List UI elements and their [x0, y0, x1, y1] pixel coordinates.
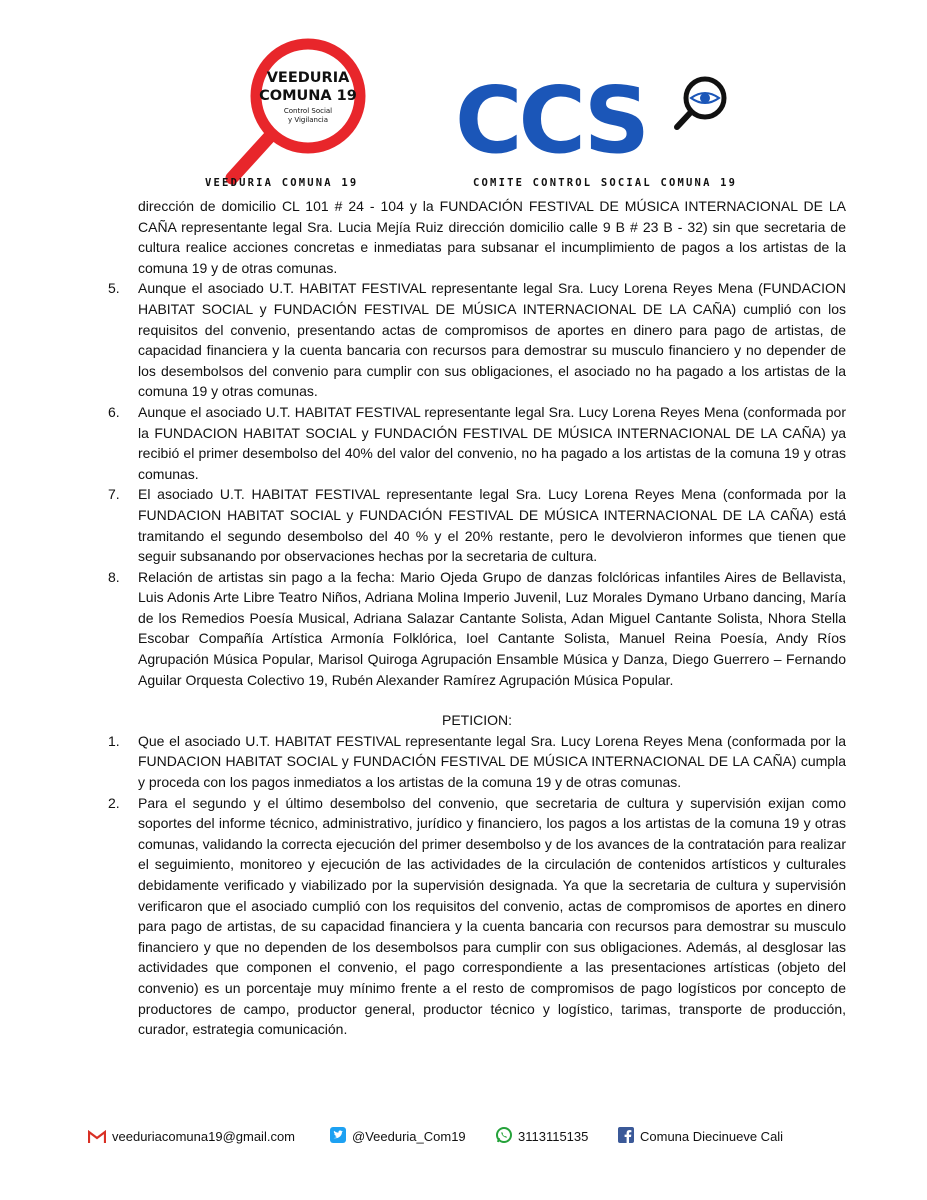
peticion-title: PETICION:	[441, 712, 512, 729]
footer-whatsapp	[496, 1124, 588, 1146]
email-text[interactable]: veeduriacomuna19@gmail.com	[112, 1129, 296, 1144]
item-number: 6.	[108, 403, 120, 420]
item-number: 5.	[108, 280, 120, 297]
item-text: Que el asociado U.T. HABITAT FESTIVAL representante legal Sra. Lucy Lorena Reyes Mena (conformada por la FUNDACION HABITAT SOCIAL y FUNDACIÓN FESTIVAL DE MÚSICA INTERNACIONAL DE LA CAÑA) cumpla y proceda con los pagos inmediatos a los artistas de la comuna 19 y de otras comunas.	[138, 732, 846, 791]
logo-line1: VEEDURIA	[266, 70, 350, 86]
item-text: Aunque el asociado U.T. HABITAT FESTIVAL representante legal Sra. Lucy Lorena Reyes Mena (FUNDACION HABITAT SOCIAL y FUNDACIÓN FESTIVAL DE MÚSICA INTERNACIONAL DE LA CAÑA) cumplió con los requisitos del convenio, presentando actas de compromisos de aportes en dinero para pago de artistas, de capacidad financiera y la cuenta bancaria con recursos para demostrar su musculo financiero y no depender de los desembolsos del convenio para cumplir con sus obligaciones, el asociado no ha pagado a los artistas de la comuna 19 y otras comunas.	[138, 280, 846, 400]
facebook-text[interactable]: Comuna Diecinueve Cali	[640, 1129, 784, 1144]
contact-footer	[88, 1128, 848, 1150]
magnifier-eye-icon	[677, 79, 724, 127]
item-text: Aunque el asociado U.T. HABITAT FESTIVAL representante legal Sra. Lucy Lorena Reyes Mena (conformada por la FUNDACION HABITAT SOCIAL y FUNDACIÓN FESTIVAL DE MÚSICA INTERNACIONAL DE LA CAÑA) ya recibió el primer desembolso del 40% del valor del convenio, no ha pagado a los artistas de la comuna 19 y otras comunas.	[138, 403, 846, 482]
item-text: El asociado U.T. HABITAT FESTIVAL representante legal Sra. Lucy Lorena Reyes Mena (conformada por la FUNDACION HABITAT SOCIAL y FUNDACIÓN FESTIVAL DE MÚSICA INTERNACIONAL DE LA CAÑA) está tramitando el segundo desembolso del 40 % y el 20% restante, pero le devolvieron informes que tienen que seguir subsanando por observaciones hechas por la secretaria de cultura.	[138, 486, 846, 565]
logo-line3: Control Social	[283, 107, 333, 115]
list-item	[108, 402, 846, 484]
footer-email	[88, 1128, 295, 1146]
item-number: 7.	[108, 486, 120, 503]
footer-twitter	[330, 1124, 466, 1146]
list-item	[108, 567, 846, 691]
ccs-logo	[455, 70, 745, 190]
list-item	[108, 484, 846, 566]
logo-line4: y Vigilancia	[287, 116, 329, 124]
gmail-icon	[88, 1130, 106, 1144]
veeduria-logo	[222, 36, 382, 186]
twitter-text[interactable]: @Veeduria_Com19	[352, 1129, 466, 1144]
whatsapp-icon	[496, 1127, 512, 1143]
list-item	[108, 793, 846, 1040]
magnifier-handle	[232, 134, 272, 178]
ccs-letters: CCS	[455, 70, 647, 174]
item-text: Relación de artistas sin pago a la fecha: Mario Ojeda Grupo de danzas folclóricas infantiles Aires de Bellavista, Luis Adonis Arte Libre Teatro Niños, Adriana Molina Imperio Juvenil, Luz Morales Dymano Urbano dancing, María de los Remedios Poesía Musical, Adriana Salazar Cantante Solista, Adan Miguel Cantante Solista, Nhora Stella Escobar Compañía Artística Armonía Folklórica, Ioel Cantante Solista, Manuel Reina Poesía, Andy Ríos Agrupación Música Popular, Marisol Quiroga Agrupación Ensamble Música y Danza, Diego Guerrero – Fernando Aguilar Orquesta Colectivo 19, Rubén Alexander Ramírez Agrupación Música Popular.	[138, 568, 846, 688]
list-item	[108, 278, 846, 402]
footer-facebook	[618, 1124, 783, 1146]
logo-line2: COMUNA 19	[259, 88, 357, 104]
document-body	[108, 196, 846, 1040]
intro-paragraph: dirección de domicilio CL 101 # 24 - 104 y la FUNDACIÓN FESTIVAL DE MÚSICA INTERNACIONAL DE LA CAÑA representante legal Sra. Lucia Mejía Ruiz dirección domicilio calle 9 B # 23 B - 32) sin que secretaria de cultura realice acciones concretas e inmediatas para subsanar el incumplimiento de pagos a los artistas de la comuna 19 y de otras comunas.	[138, 198, 846, 276]
list-item	[108, 731, 846, 793]
item-text: Para el segundo y el último desembolso del convenio, que secretaria de cultura y supervisión exijan como soportes del informe técnico, administrativo, jurídico y financiero, los pagos a los artistas de la comuna 19 y otras comunas, validando la correcta ejecución del primer desembolso y de los avances de la contratación para realizar el seguimiento, monitoreo y ejecución de las actividades de la circulación de contenidos artísticos y culturales debidamente verificado y viabilizado por la supervisión designada. Ya que la secretaria de cultura y supervisión verificaron que el asociado cumplió con los requisitos del convenio, actas de compromisos de aportes en dinero para pago de artistas, de su capacidad financiera y la cuenta bancaria con recursos para demostrar su musculo financiero y que no dependen de los desembolsos para cumplir con sus obligaciones. Además, al desglosar las actividades que componen el convenio, el pago correspondiente a las presentaciones artísticas (objeto del convenio) es un porcentaje muy mínimo frente a el resto de compromisos de pago logísticos por concepto de productores de campo, productor general, productor técnico y logístico, tarimas, transporte de producción, curador, estrategia comunicación.	[138, 794, 846, 1038]
item-number: 2.	[108, 794, 120, 811]
facebook-icon	[618, 1127, 634, 1143]
item-number: 1.	[108, 732, 120, 749]
item-number: 8.	[108, 568, 120, 585]
twitter-icon	[330, 1127, 346, 1143]
whatsapp-text[interactable]: 3113115135	[518, 1129, 589, 1144]
veeduria-caption: VEEDURIA COMUNA 19	[205, 177, 359, 189]
ccs-caption: COMITE CONTROL SOCIAL COMUNA 19	[473, 177, 738, 189]
